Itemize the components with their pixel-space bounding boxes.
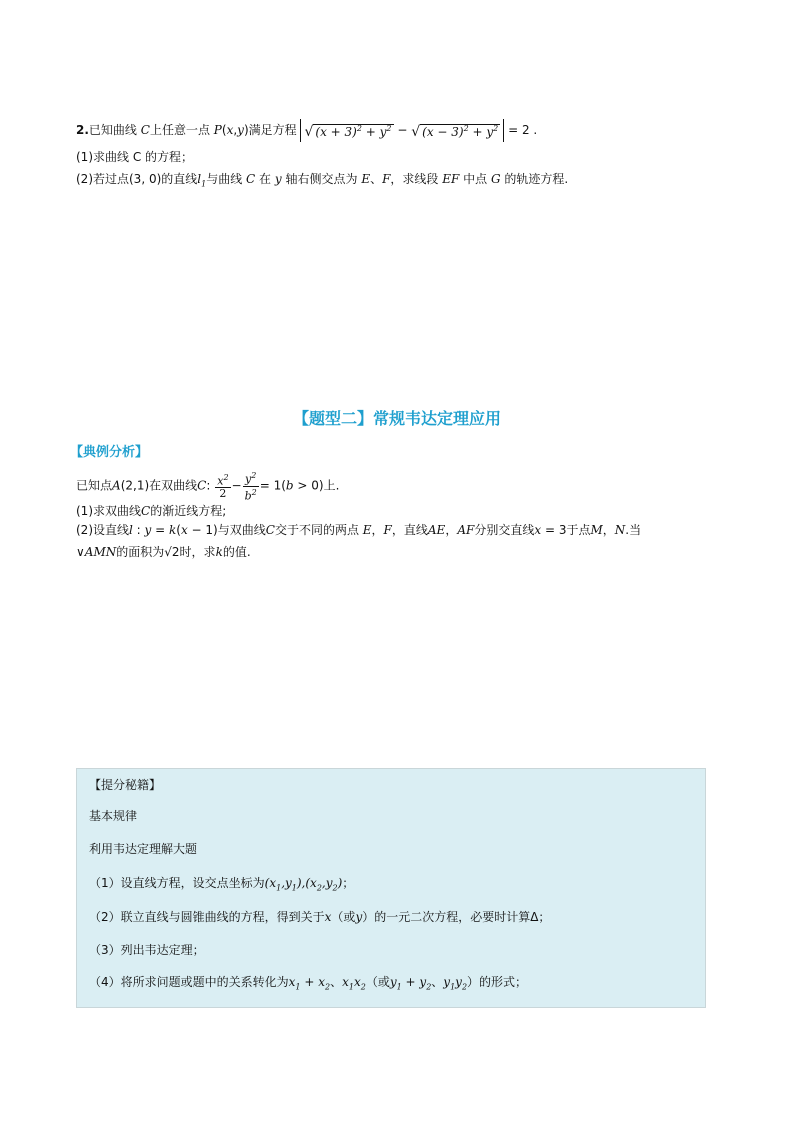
example-label: 【典例分析】 (70, 445, 149, 460)
problem-number: 2. (76, 123, 89, 137)
example-stem: 已知点A(2,1)在双曲线C: $\frac{x^2}{2}$ − $\frac{y^2}{b^2}$ = 1(b > 0)上. (76, 471, 340, 503)
tips-step-3: （3）列出韦达定理； (89, 943, 205, 957)
example-part-2-cont: ∨AMN的面积为√2时，求k的值. (76, 545, 251, 559)
problem-2-part-2: (2)若过点(3, 0)的直线$l_1$与曲线 C 在 y 轴右侧交点为 E、F，求线段 EF 中点 G 的轨迹方程. (76, 172, 569, 189)
tips-header: 【提分秘籍】 (89, 778, 162, 792)
tips-box (76, 768, 706, 1008)
tips-topic: 利用韦达定理解大题 (89, 842, 198, 856)
abs-value-expression: √ $(x + 3)^2 + y^2$ − √ $(x - 3)^2 + y^2$ (300, 119, 504, 142)
problem-2-stem: 2.已知曲线 C上任意一点 P(x,y)满足方程 √ $(x + 3)^2 + y^2$ − √ $(x - 3)^2 + y^2 = 2$ . (76, 119, 537, 142)
problem-2-part-1: (1)求曲线 C 的方程； (76, 150, 194, 164)
tips-step-1: （1）设直线方程，设交点坐标为$(x_1,y_1),(x_2,y_2)$； (89, 876, 355, 893)
tips-step-2: （2）联立直线与圆锥曲线的方程，得到关于x（或y）的一元二次方程，必要时计算Δ； (89, 910, 551, 924)
example-part-1: (1)求双曲线C的渐近线方程; (76, 504, 227, 518)
section-title: 【题型二】常规韦达定理应用 (292, 409, 501, 428)
tips-step-4: （4）将所求问题或题中的关系转化为$x_1 + x_2$、$x_1x_2$（或$y_1 + y_2$、$y_1y_2$）的形式； (89, 975, 528, 992)
tips-rule-title: 基本规律 (89, 809, 138, 823)
example-part-2: (2)设直线l : y = k(x − 1)与双曲线C交于不同的两点 E，F，直线AE，AF分别交直线x = 3于点M，N.当 (76, 523, 642, 537)
